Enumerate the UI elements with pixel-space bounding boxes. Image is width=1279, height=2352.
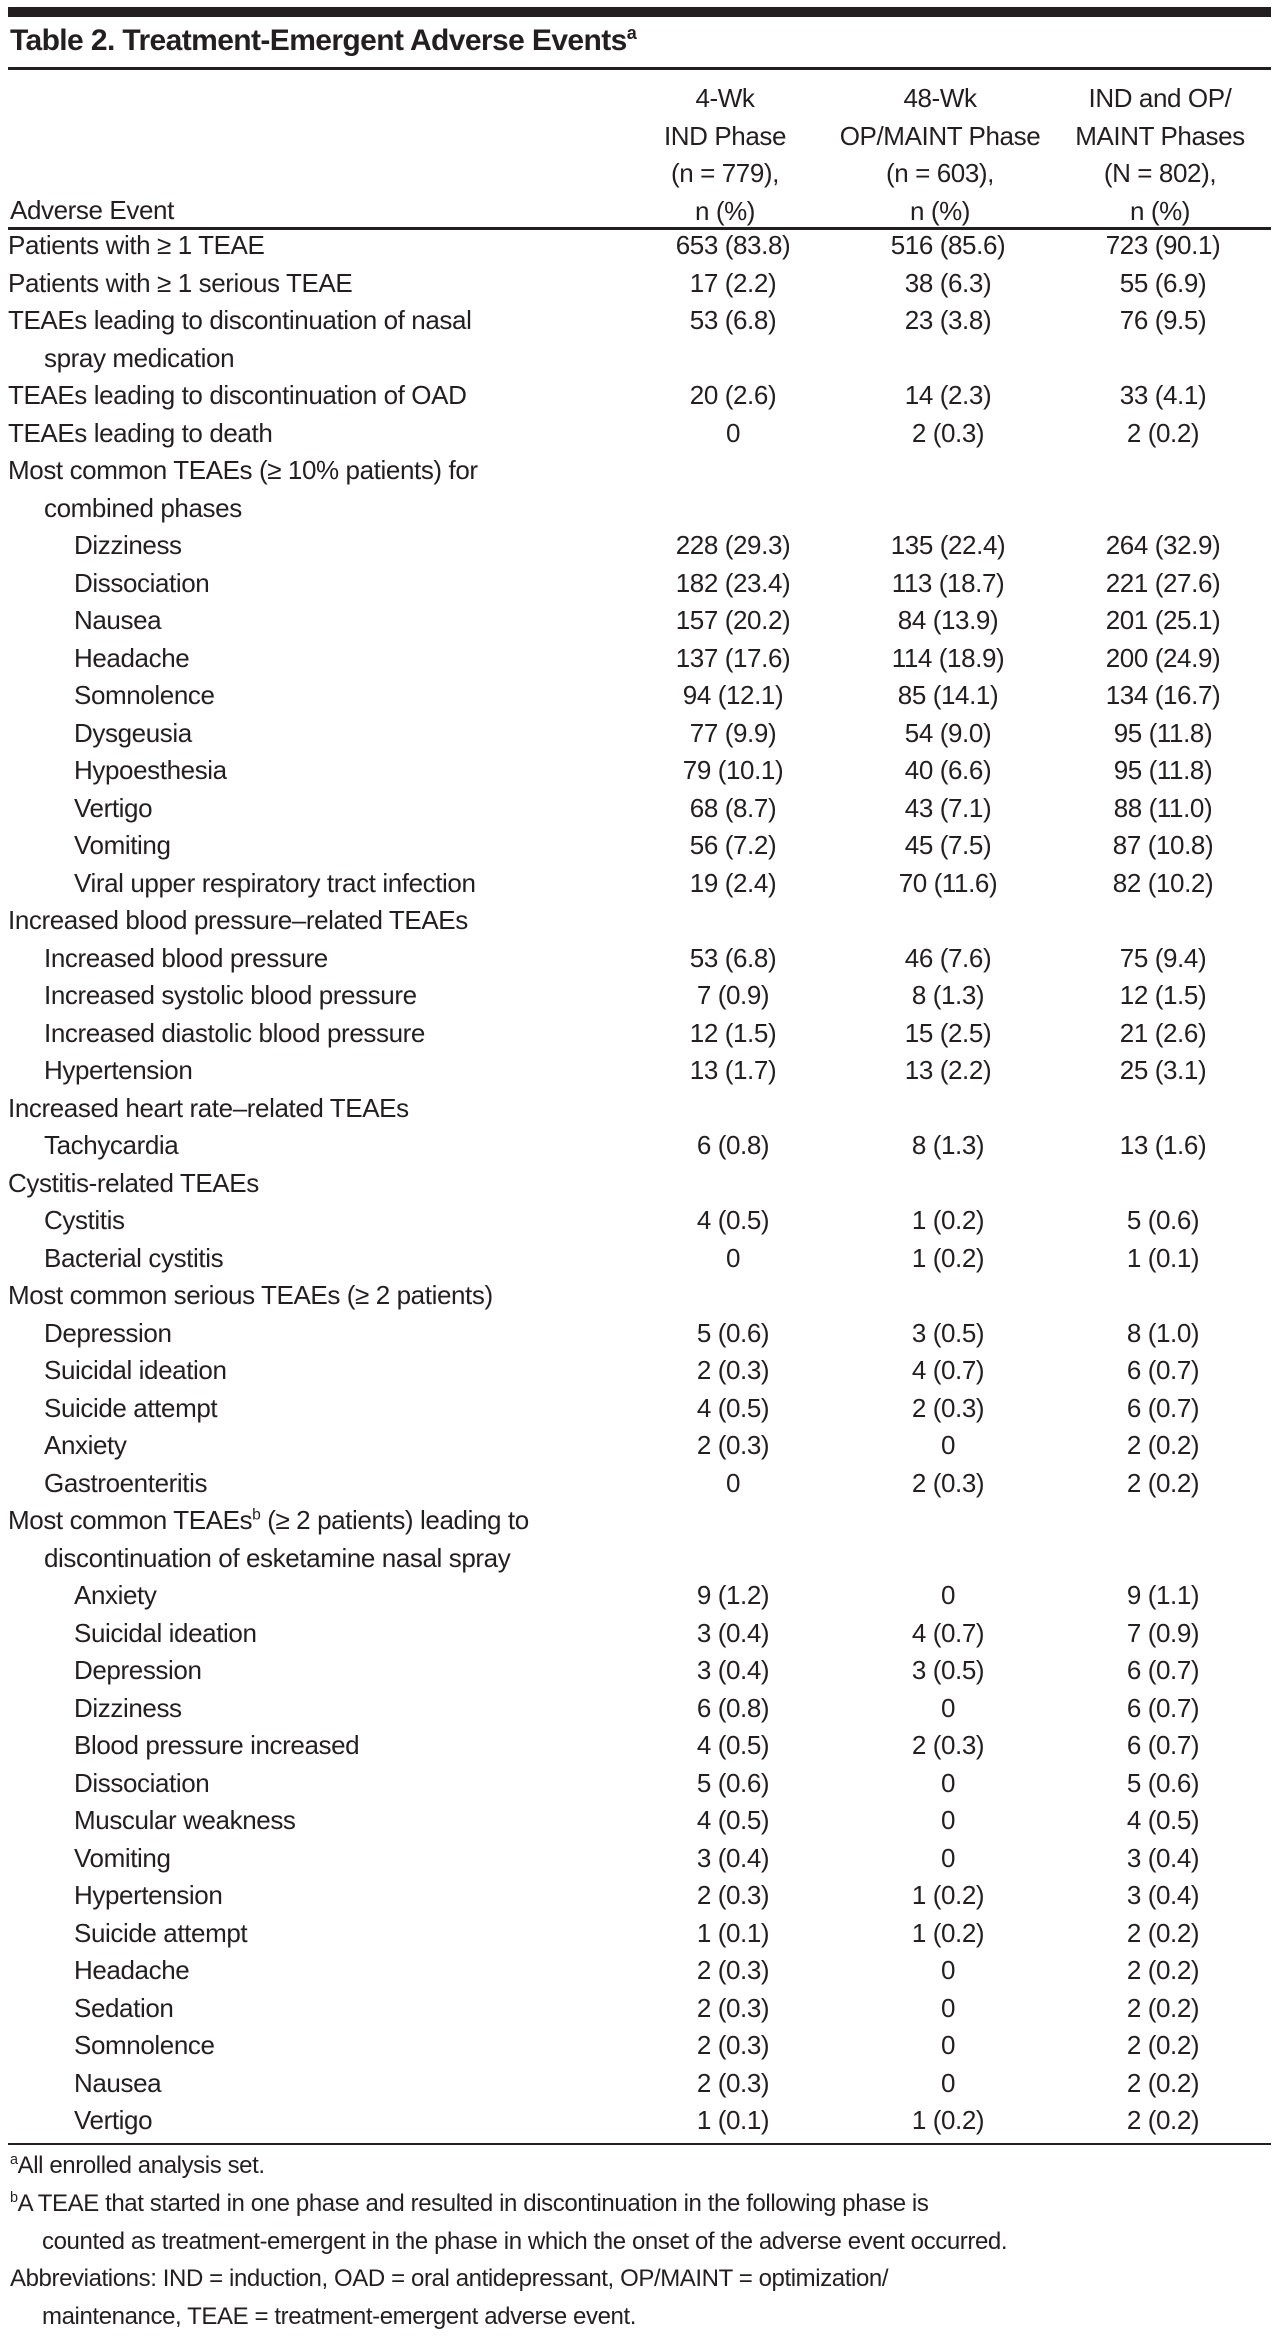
cell-op-maint-phase: 3 (0.5) <box>911 1655 985 1685</box>
table-title-text: Table 2. Treatment-Emergent Adverse Events <box>10 24 627 57</box>
table-title <box>10 24 636 58</box>
cell-combined-phases: 76 (9.5) <box>1119 305 1207 335</box>
row-label <box>8 2027 674 2065</box>
cell-ind-phase: 137 (17.6) <box>675 642 791 673</box>
row-label-text: Vomiting <box>74 830 171 860</box>
cell-op-maint-phase: 1 (0.2) <box>911 1917 985 1948</box>
row-label-text: Patients with ≥ 1 serious TEAE <box>8 267 353 298</box>
cell-ind-phase: 6 (0.8) <box>696 1692 770 1723</box>
row-label-text: Hypertension <box>74 1880 223 1910</box>
table-row <box>8 640 1271 678</box>
cell-combined-phases: 2 (0.2) <box>1126 1430 1200 1460</box>
table-row <box>8 790 1271 828</box>
cell-op-maint-phase: 45 (7.5) <box>904 830 992 860</box>
cell-ind-phase: 0 <box>725 1467 741 1498</box>
cell-combined-phases: 95 (11.8) <box>1113 755 1213 785</box>
row-label <box>8 1915 674 1953</box>
cell-op-maint-phase: 0 <box>940 1992 956 2023</box>
row-label <box>8 1352 644 1390</box>
cell-op-maint-phase: 0 <box>940 2030 956 2060</box>
table-row <box>8 415 1271 453</box>
cell-combined-phases: 6 (0.7) <box>1126 1392 1200 1423</box>
table-row <box>8 1352 1271 1390</box>
cell-combined-phases: 21 (2.6) <box>1119 1017 1207 1048</box>
cell-ind-phase: 4 (0.5) <box>696 1205 770 1235</box>
cell-op-maint-phase: 0 <box>940 1955 956 1985</box>
row-label-text: Anxiety <box>74 1580 157 1610</box>
cell-ind-phase: 53 (6.8) <box>689 942 777 973</box>
row-label <box>8 790 674 828</box>
cell-combined-phases: 6 (0.7) <box>1126 1730 1200 1760</box>
row-label-text: Most common TEAEs (≥ 10% patients) for <box>8 455 478 485</box>
cell-ind-phase: 5 (0.6) <box>696 1317 770 1348</box>
cell-combined-phases: 55 (6.9) <box>1119 267 1207 298</box>
cell-combined-phases: 134 (16.7) <box>1105 680 1221 710</box>
cell-ind-phase: 3 (0.4) <box>696 1617 770 1648</box>
row-label-text: Vomiting <box>74 1842 171 1873</box>
cell-op-maint-phase: 8 (1.3) <box>911 1130 985 1160</box>
cell-ind-phase: 228 (29.3) <box>675 530 791 560</box>
cell-combined-phases: 3 (0.4) <box>1126 1880 1200 1910</box>
row-label-text: TEAEs leading to death <box>8 417 273 448</box>
row-label <box>8 227 608 265</box>
cell-op-maint-phase: 0 <box>940 1842 956 1873</box>
cell-op-maint-phase: 4 (0.7) <box>911 1355 985 1385</box>
cell-ind-phase: 1 (0.1) <box>696 2105 770 2135</box>
row-label <box>8 902 608 940</box>
table-row <box>8 1952 1271 1990</box>
cell-combined-phases: 25 (3.1) <box>1119 1055 1207 1085</box>
cell-op-maint-phase: 2 (0.3) <box>911 417 985 448</box>
table-row <box>8 602 1271 640</box>
cell-ind-phase: 182 (23.4) <box>675 567 791 598</box>
row-label <box>8 1615 674 1653</box>
row-label <box>8 415 608 453</box>
top-rule <box>8 7 1271 17</box>
footnote-text: All enrolled analysis set. <box>17 2152 265 2179</box>
row-label-text: Cystitis <box>44 1205 125 1235</box>
row-label-text: Somnolence <box>74 680 215 710</box>
row-label-text: Most common serious TEAEs (≥ 2 patients) <box>8 1280 493 1310</box>
cell-combined-phases: 12 (1.5) <box>1119 980 1207 1010</box>
cell-op-maint-phase: 3 (0.5) <box>911 1317 985 1348</box>
table-row <box>8 1090 1271 1128</box>
cell-ind-phase: 2 (0.3) <box>696 1880 770 1910</box>
table-row <box>8 2065 1271 2103</box>
cell-op-maint-phase: 2 (0.3) <box>911 1467 985 1498</box>
cell-combined-phases: 2 (0.2) <box>1126 1992 1200 2023</box>
cell-ind-phase: 17 (2.2) <box>689 267 777 298</box>
cell-op-maint-phase: 14 (2.3) <box>904 380 992 410</box>
cell-combined-phases: 2 (0.2) <box>1126 1467 1200 1498</box>
row-label-text: Hypoesthesia <box>74 755 227 785</box>
footnote-continuation: maintenance, TEAE = treatment-emergent adverse event. <box>42 2302 637 2330</box>
cell-op-maint-phase: 0 <box>940 1430 956 1460</box>
row-label <box>8 1990 674 2028</box>
row-label <box>8 1840 674 1878</box>
row-label-text: Dizziness <box>74 530 182 560</box>
cell-op-maint-phase: 23 (3.8) <box>904 305 992 335</box>
cell-combined-phases: 75 (9.4) <box>1119 942 1207 973</box>
cell-op-maint-phase: 135 (22.4) <box>890 530 1006 560</box>
cell-combined-phases: 13 (1.6) <box>1119 1130 1207 1160</box>
row-label <box>8 677 674 715</box>
cell-combined-phases: 221 (27.6) <box>1105 567 1221 598</box>
cell-ind-phase: 2 (0.3) <box>696 2030 770 2060</box>
table-row <box>8 865 1271 903</box>
row-label <box>8 452 608 527</box>
table-row <box>8 1765 1271 1803</box>
cell-combined-phases: 2 (0.2) <box>1126 2067 1200 2098</box>
cell-ind-phase: 53 (6.8) <box>689 305 777 335</box>
row-label-text: Dysgeusia <box>74 717 192 748</box>
cell-combined-phases: 5 (0.6) <box>1126 1205 1200 1235</box>
cell-ind-phase: 79 (10.1) <box>682 755 784 785</box>
cell-ind-phase: 3 (0.4) <box>696 1655 770 1685</box>
cell-combined-phases: 200 (24.9) <box>1105 642 1221 673</box>
cell-combined-phases: 6 (0.7) <box>1126 1655 1200 1685</box>
cell-op-maint-phase: 13 (2.2) <box>904 1055 992 1085</box>
table-row <box>8 1990 1271 2028</box>
row-label-text: Sedation <box>74 1992 174 2023</box>
row-label-text: Suicide attempt <box>44 1392 218 1423</box>
cell-ind-phase: 1 (0.1) <box>696 1917 770 1948</box>
row-label <box>8 1952 674 1990</box>
row-label <box>8 1727 674 1765</box>
cell-ind-phase: 4 (0.5) <box>696 1730 770 1760</box>
title-rule <box>8 67 1271 70</box>
table-row <box>8 1690 1271 1728</box>
cell-op-maint-phase: 43 (7.1) <box>904 792 992 823</box>
footnote-text: Abbreviations: IND = induction, OAD = oral antidepressant, OP/MAINT = optimization/ <box>10 2265 889 2292</box>
row-label-text: Tachycardia <box>44 1130 179 1160</box>
table-row <box>8 1877 1271 1915</box>
cell-op-maint-phase: 46 (7.6) <box>904 942 992 973</box>
row-label-text: Blood pressure increased <box>74 1730 360 1760</box>
cell-ind-phase: 68 (8.7) <box>689 792 777 823</box>
row-label-text: Gastroenteritis <box>44 1467 208 1498</box>
row-label <box>8 1577 674 1615</box>
cell-ind-phase: 20 (2.6) <box>689 380 777 410</box>
row-label <box>8 1502 608 1577</box>
row-label <box>8 302 608 377</box>
row-label <box>8 1465 644 1503</box>
row-label <box>8 377 608 415</box>
row-label-text: Vertigo <box>74 2105 153 2135</box>
cell-combined-phases: 1 (0.1) <box>1126 1242 1200 1273</box>
row-label-text: Nausea <box>74 2067 162 2098</box>
table-row <box>8 1465 1271 1503</box>
row-label <box>8 1277 608 1315</box>
row-label <box>8 752 674 790</box>
cell-combined-phases: 3 (0.4) <box>1126 1842 1200 1873</box>
footnote-text: A TEAE that started in one phase and resulted in discontinuation in the following phase is <box>17 2190 929 2217</box>
cell-ind-phase: 4 (0.5) <box>696 1392 770 1423</box>
cell-op-maint-phase: 8 (1.3) <box>911 980 985 1010</box>
row-label <box>8 1015 644 1053</box>
row-label <box>8 940 644 978</box>
row-label-text: Increased systolic blood pressure <box>44 980 417 1010</box>
cell-combined-phases: 6 (0.7) <box>1126 1692 1200 1723</box>
cell-op-maint-phase: 40 (6.6) <box>904 755 992 785</box>
cell-op-maint-phase: 54 (9.0) <box>904 717 992 748</box>
cell-ind-phase: 56 (7.2) <box>689 830 777 860</box>
row-label-text: Increased heart rate–related TEAEs <box>8 1092 409 1123</box>
row-label-text: Headache <box>74 1955 190 1985</box>
row-label-text: Dizziness <box>74 1692 182 1723</box>
table-row <box>8 1277 1271 1315</box>
table-row <box>8 902 1271 940</box>
cell-combined-phases: 8 (1.0) <box>1126 1317 1200 1348</box>
cell-ind-phase: 653 (83.8) <box>675 230 791 260</box>
row-label <box>8 1202 644 1240</box>
row-label-text: (≥ 2 patients) leading to <box>260 1505 529 1535</box>
row-label-text: Increased diastolic blood pressure <box>44 1017 425 1048</box>
cell-ind-phase: 0 <box>725 1242 741 1273</box>
cell-ind-phase: 2 (0.3) <box>696 1955 770 1985</box>
table-row <box>8 1240 1271 1278</box>
table-row <box>8 302 1271 377</box>
row-label <box>8 1765 674 1803</box>
cell-ind-phase: 12 (1.5) <box>689 1017 777 1048</box>
row-label-text: Patients with ≥ 1 TEAE <box>8 230 265 260</box>
row-label-text: Dissociation <box>74 1767 210 1798</box>
row-label <box>8 2102 674 2140</box>
row-label <box>8 602 674 640</box>
cell-op-maint-phase: 0 <box>940 2067 956 2098</box>
cell-op-maint-phase: 1 (0.2) <box>911 2105 985 2135</box>
table-row <box>8 1052 1271 1090</box>
row-label <box>8 1652 674 1690</box>
cell-ind-phase: 4 (0.5) <box>696 1805 770 1835</box>
row-label <box>8 827 674 865</box>
cell-op-maint-phase: 1 (0.2) <box>911 1242 985 1273</box>
row-label <box>8 565 674 603</box>
cell-combined-phases: 201 (25.1) <box>1105 605 1221 635</box>
footnote-marker: b <box>252 1506 261 1524</box>
column-header-adverse-event: Adverse Event <box>10 195 174 225</box>
cell-op-maint-phase: 113 (18.7) <box>891 567 1005 598</box>
table-row <box>8 227 1271 265</box>
cell-op-maint-phase: 15 (2.5) <box>904 1017 992 1048</box>
cell-ind-phase: 157 (20.2) <box>675 605 791 635</box>
row-label <box>8 1090 608 1128</box>
cell-op-maint-phase: 0 <box>940 1580 956 1610</box>
cell-combined-phases: 5 (0.6) <box>1126 1767 1200 1798</box>
column-header-combined-phases: IND and OP/ MAINT Phases (N = 802), n (%) <box>1075 83 1245 226</box>
row-label-continuation: combined phases <box>44 492 242 523</box>
cell-ind-phase: 2 (0.3) <box>696 1355 770 1385</box>
cell-combined-phases: 2 (0.2) <box>1126 1917 1200 1948</box>
row-label <box>8 1315 644 1353</box>
table-row <box>8 1015 1271 1053</box>
row-label <box>8 640 674 678</box>
cell-combined-phases: 88 (11.0) <box>1113 792 1213 823</box>
cell-combined-phases: 2 (0.2) <box>1126 2105 1200 2135</box>
cell-op-maint-phase: 1 (0.2) <box>911 1205 985 1235</box>
cell-combined-phases: 95 (11.8) <box>1113 717 1213 748</box>
cell-combined-phases: 4 (0.5) <box>1126 1805 1200 1835</box>
table-row <box>8 1315 1271 1353</box>
cell-ind-phase: 0 <box>725 417 741 448</box>
table-row <box>8 1202 1271 1240</box>
footnote-b <box>10 2185 1007 2260</box>
table-row <box>8 827 1271 865</box>
cell-ind-phase: 19 (2.4) <box>689 867 777 898</box>
row-label-text: Headache <box>74 642 190 673</box>
table-row <box>8 1390 1271 1428</box>
cell-combined-phases: 9 (1.1) <box>1126 1580 1200 1610</box>
cell-ind-phase: 7 (0.9) <box>696 980 770 1010</box>
cell-combined-phases: 2 (0.2) <box>1126 417 1200 448</box>
row-label-continuation: discontinuation of esketamine nasal spray <box>44 1542 511 1573</box>
row-label <box>8 265 608 303</box>
cell-op-maint-phase: 1 (0.2) <box>911 1880 985 1910</box>
footnote-abbreviations <box>10 2260 888 2335</box>
table-row <box>8 1727 1271 1765</box>
cell-op-maint-phase: 70 (11.6) <box>898 867 998 898</box>
row-label-text: Suicidal ideation <box>44 1355 227 1385</box>
cell-combined-phases: 82 (10.2) <box>1112 867 1214 898</box>
row-label-text: Vertigo <box>74 792 153 823</box>
footnote-continuation: counted as treatment-emergent in the phase in which the onset of the adverse event occurred. <box>42 2227 1008 2255</box>
table-row <box>8 2027 1271 2065</box>
row-label <box>8 1052 644 1090</box>
row-label-text: Viral upper respiratory tract infection <box>74 867 476 898</box>
table-body <box>8 227 1271 2140</box>
table-row <box>8 2102 1271 2140</box>
cell-op-maint-phase: 84 (13.9) <box>897 605 999 635</box>
bottom-rule <box>8 2143 1271 2145</box>
cell-ind-phase: 3 (0.4) <box>696 1842 770 1873</box>
cell-op-maint-phase: 516 (85.6) <box>890 230 1006 260</box>
table-row <box>8 752 1271 790</box>
cell-combined-phases: 2 (0.2) <box>1126 2030 1200 2060</box>
cell-op-maint-phase: 0 <box>940 1692 956 1723</box>
row-label <box>8 527 674 565</box>
row-label-text: Most common TEAEs <box>8 1505 253 1535</box>
cell-combined-phases: 2 (0.2) <box>1126 1955 1200 1985</box>
row-label-text: Depression <box>74 1655 202 1685</box>
row-label-text: Increased blood pressure <box>44 942 328 973</box>
cell-op-maint-phase: 114 (18.9) <box>891 642 1005 673</box>
row-label <box>8 1240 644 1278</box>
cell-ind-phase: 5 (0.6) <box>696 1767 770 1798</box>
row-label <box>8 1802 674 1840</box>
table-row <box>8 1840 1271 1878</box>
row-label-text: Muscular weakness <box>74 1805 296 1835</box>
row-label-text: Nausea <box>74 605 162 635</box>
cell-combined-phases: 33 (4.1) <box>1119 380 1207 410</box>
row-label-text: Depression <box>44 1317 172 1348</box>
table-row <box>8 1502 1271 1577</box>
footnote-marker: a <box>10 2152 18 2168</box>
cell-op-maint-phase: 2 (0.3) <box>911 1392 985 1423</box>
table-row <box>8 1577 1271 1615</box>
cell-op-maint-phase: 0 <box>940 1805 956 1835</box>
cell-combined-phases: 264 (32.9) <box>1105 530 1221 560</box>
row-label <box>8 1690 674 1728</box>
row-label-text: Suicide attempt <box>74 1917 248 1948</box>
footnote-a <box>10 2147 265 2185</box>
row-label <box>8 1427 644 1465</box>
table-row <box>8 1165 1271 1203</box>
cell-ind-phase: 2 (0.3) <box>696 2067 770 2098</box>
table-row <box>8 677 1271 715</box>
row-label-text: Hypertension <box>44 1055 193 1085</box>
row-label-text: Cystitis-related TEAEs <box>8 1167 259 1198</box>
table-row <box>8 265 1271 303</box>
cell-combined-phases: 6 (0.7) <box>1126 1355 1200 1385</box>
cell-op-maint-phase: 38 (6.3) <box>904 267 992 298</box>
cell-op-maint-phase: 85 (14.1) <box>897 680 999 710</box>
row-label <box>8 1127 644 1165</box>
table-row <box>8 452 1271 527</box>
table-row <box>8 977 1271 1015</box>
table-row <box>8 527 1271 565</box>
row-label-text: Dissociation <box>74 567 210 598</box>
row-label-text: TEAEs leading to discontinuation of nasal <box>8 305 472 335</box>
cell-ind-phase: 77 (9.9) <box>689 717 777 748</box>
row-label-text: TEAEs leading to discontinuation of OAD <box>8 380 467 410</box>
table-row <box>8 940 1271 978</box>
row-label <box>8 2065 674 2103</box>
table-row <box>8 715 1271 753</box>
table-row <box>8 1127 1271 1165</box>
row-label-text: Increased blood pressure–related TEAEs <box>8 905 468 935</box>
row-label-continuation: spray medication <box>44 342 235 373</box>
table-row <box>8 1802 1271 1840</box>
table-row <box>8 377 1271 415</box>
cell-ind-phase: 94 (12.1) <box>682 680 784 710</box>
cell-ind-phase: 13 (1.7) <box>689 1055 777 1085</box>
cell-op-maint-phase: 0 <box>940 1767 956 1798</box>
row-label <box>8 1390 644 1428</box>
row-label <box>8 1165 608 1203</box>
cell-combined-phases: 7 (0.9) <box>1126 1617 1200 1648</box>
row-label <box>8 865 674 903</box>
row-label-text: Somnolence <box>74 2030 215 2060</box>
table-row <box>8 1652 1271 1690</box>
table-row <box>8 1427 1271 1465</box>
row-label-text: Suicidal ideation <box>74 1617 257 1648</box>
cell-op-maint-phase: 4 (0.7) <box>911 1617 985 1648</box>
table-row <box>8 1915 1271 1953</box>
table-row <box>8 565 1271 603</box>
column-header-op-maint-phase: 48-Wk OP/MAINT Phase (n = 603), n (%) <box>839 83 1041 226</box>
cell-op-maint-phase: 2 (0.3) <box>911 1730 985 1760</box>
row-label-text: Bacterial cystitis <box>44 1242 224 1273</box>
row-label <box>8 1877 674 1915</box>
title-footnote-marker: a <box>626 23 637 43</box>
table-row <box>8 1615 1271 1653</box>
cell-ind-phase: 9 (1.2) <box>696 1580 770 1610</box>
cell-combined-phases: 87 (10.8) <box>1112 830 1214 860</box>
cell-ind-phase: 6 (0.8) <box>696 1130 770 1160</box>
column-header-ind-phase: 4-Wk IND Phase (n = 779), n (%) <box>663 83 787 226</box>
row-label <box>8 715 674 753</box>
cell-ind-phase: 2 (0.3) <box>696 1992 770 2023</box>
row-label-text: Anxiety <box>44 1430 127 1460</box>
footnote-marker: b <box>10 2190 18 2206</box>
row-label <box>8 977 644 1015</box>
cell-ind-phase: 2 (0.3) <box>696 1430 770 1460</box>
cell-combined-phases: 723 (90.1) <box>1105 230 1221 260</box>
